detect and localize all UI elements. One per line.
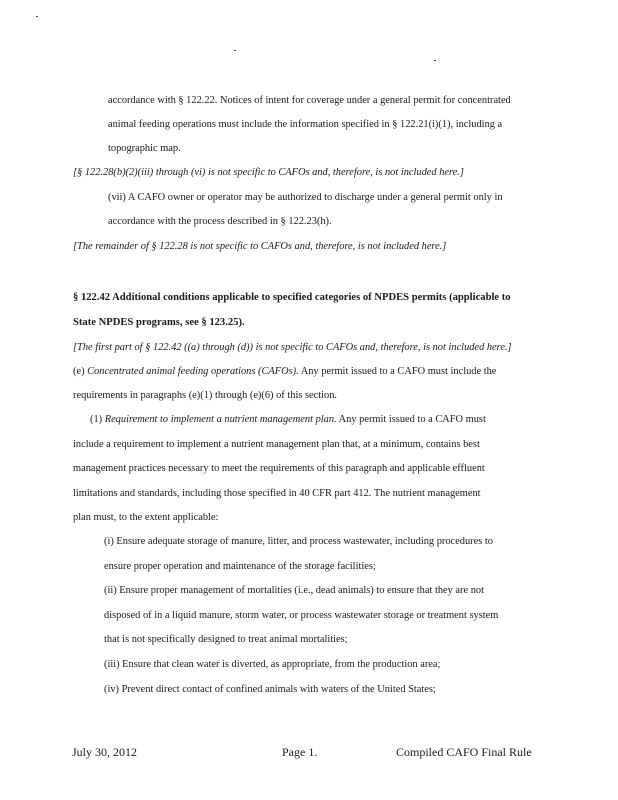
omission-note: [§ 122.28(b)(2)(iii) through (vi) is not specific to CAFOs and, therefore, is not included here.]: [73, 167, 464, 178]
sec-e-line: [73, 365, 496, 378]
scan-speck: [234, 50, 236, 51]
omission-note: [The first part of § 122.42 ((a) through (d)) is not specific to CAFOs and, therefore, is not included here.]: [73, 342, 512, 353]
section-heading: § 122.42 Additional conditions applicable to specified categories of NPDES permits (applicable to: [73, 292, 511, 303]
roman-iii-line: (iii) Ensure that clean water is diverted, as appropriate, from the production area;: [104, 659, 441, 670]
item1-label: (1): [90, 414, 105, 425]
omission-note: [The remainder of § 122.28 is not specific to CAFOs and, therefore, is not included here.]: [73, 241, 447, 252]
sec-e-label: (e): [73, 366, 88, 377]
item1-line: plan must, to the extent applicable:: [73, 512, 219, 523]
para1-line: animal feeding operations must include the information specified in § 122.21(i)(1), including a: [108, 119, 503, 130]
item1-line: include a requirement to implement a nutrient management plan that, at a minimum, contains best: [73, 439, 480, 450]
sec-e-line: requirements in paragraphs (e)(1) through (e)(6) of this section.: [73, 390, 338, 401]
roman-iv-line: (iv) Prevent direct contact of confined animals with waters of the United States;: [104, 684, 436, 695]
item1-line: [90, 413, 486, 426]
scan-speck: [36, 16, 38, 17]
item1-text: Any permit issued to a CAFO must: [336, 414, 486, 425]
roman-i-line: (i) Ensure adequate storage of manure, litter, and process wastewater, including procedures to: [104, 536, 493, 547]
footer-date: July 30, 2012: [72, 745, 138, 759]
sec-e-title: Concentrated animal feeding operations (CAFOs).: [87, 366, 299, 377]
roman-ii-line: (ii) Ensure proper management of mortalities (i.e., dead animals) to ensure that they are not: [104, 585, 484, 596]
para1-line: topographic map.: [108, 143, 181, 154]
item1-line: management practices necessary to meet the requirements of this paragraph and applicable effluent: [73, 463, 485, 474]
roman-ii-line: that is not specifically designed to treat animal mortalities;: [104, 634, 348, 645]
section-heading: State NPDES programs, see § 123.25).: [73, 317, 245, 328]
vii-line: (vii) A CAFO owner or operator may be authorized to discharge under a general permit only in: [108, 192, 503, 203]
item1-title: Requirement to implement a nutrient management plan.: [104, 414, 337, 425]
vii-line: accordance with the process described in § 122.23(h).: [108, 216, 332, 227]
sec-e-text: Any permit issued to a CAFO must include the: [298, 366, 497, 377]
footer-page-number: Page 1.: [282, 745, 318, 759]
roman-i-line: ensure proper operation and maintenance of the storage facilities;: [104, 561, 376, 572]
footer-document-title: Compiled CAFO Final Rule: [396, 745, 532, 759]
para1-line: accordance with § 122.22. Notices of intent for coverage under a general permit for concentrated: [108, 95, 511, 106]
scan-speck: [434, 60, 436, 61]
roman-ii-line: disposed of in a liquid manure, storm water, or process wastewater storage or treatment system: [104, 610, 499, 621]
item1-line: limitations and standards, including those specified in 40 CFR part 412. The nutrient management: [73, 488, 481, 499]
